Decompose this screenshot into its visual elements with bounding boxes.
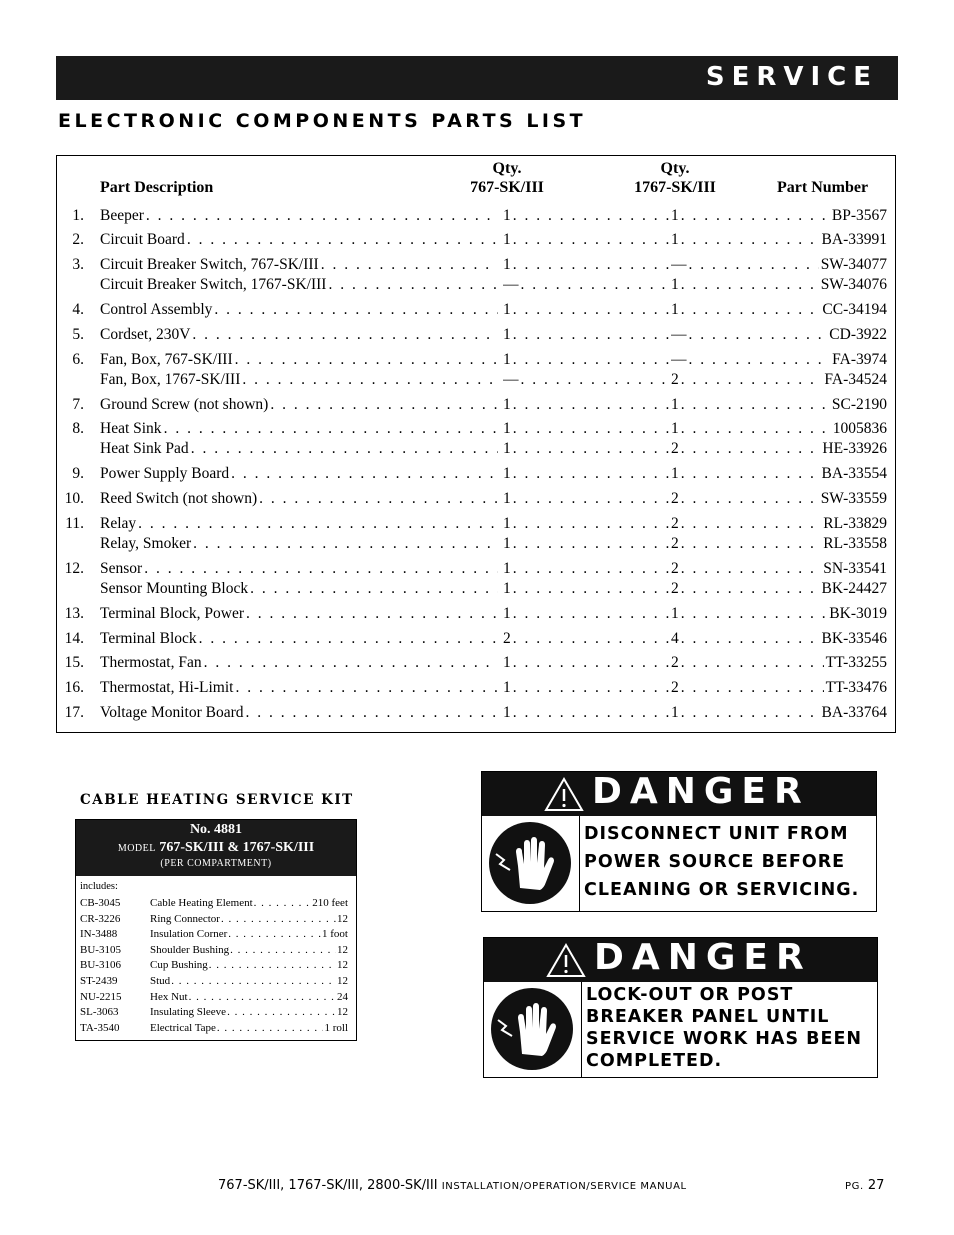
kit-item-row [76, 912, 356, 927]
row-description: Circuit Breaker Switch, 1767-SK/III . . . [100, 275, 500, 295]
row-qty-1767: — . . . FA-3974 [671, 350, 887, 370]
row-qty-1767: 2 . . . BK-24427 [671, 579, 887, 599]
row-part-number: TT-33255 [825, 654, 887, 671]
kit-item-row [76, 927, 356, 942]
kit-includes-label: includes: [80, 881, 118, 892]
row-description: Ground Screw (not shown) . . . [100, 395, 500, 415]
row-qty-767: 1 . . . [503, 653, 673, 673]
row-description: Sensor . . . [100, 559, 500, 579]
header-bar [56, 56, 898, 100]
row-qty-767: 1 . . . [503, 419, 673, 439]
header-title: SERVICE [705, 62, 878, 92]
icon-cell [484, 982, 582, 1077]
danger-word: DANGER [592, 771, 810, 812]
kit-item-detail: Cup Bushing . . . 12 [150, 958, 348, 973]
row-qty-767: 1 . . . [503, 534, 673, 554]
kit-item-row [76, 1021, 356, 1036]
kit-item-code: CB-3045 [80, 897, 121, 909]
table-row [57, 629, 897, 649]
row-part-number: BK-24427 [821, 580, 887, 597]
kit-item-detail: Insulating Sleeve . . . 12 [150, 1005, 348, 1020]
kit-item-row [76, 974, 356, 989]
electric-shock-hand-icon [484, 982, 581, 1077]
danger-message-line2: POWER SOURCE BEFORE [584, 852, 846, 872]
row-number: 10. [64, 490, 84, 507]
kit-item-row [76, 943, 356, 958]
table-row [57, 230, 897, 250]
row-part-number: SC-2190 [831, 396, 887, 413]
kit-item-row [76, 958, 356, 973]
row-part-number: SW-33559 [820, 490, 887, 507]
row-qty-1767: 1 . . . CC-34194 [671, 300, 887, 320]
row-number: 17. [64, 704, 84, 721]
row-qty-767: 1 . . . [503, 464, 673, 484]
kit-item-code: BU-3105 [80, 943, 121, 956]
row-description: Control Assembly . . . [100, 300, 500, 320]
row-part-number: CD-3922 [829, 326, 887, 343]
row-qty-767: — . . . [503, 275, 673, 295]
col-header-qty2: Qty. 1767-SK/III [634, 160, 716, 196]
col-header-qty1: Qty. 767-SK/III [470, 160, 544, 196]
row-part-number: BA-33554 [821, 465, 887, 482]
table-row [57, 464, 897, 484]
table-row [57, 275, 897, 295]
row-part-number: TT-33476 [825, 679, 887, 696]
row-qty-767: 1 . . . [503, 579, 673, 599]
row-qty-767: 1 . . . [503, 255, 673, 275]
row-description: Beeper . . . [100, 206, 500, 226]
table-row [57, 678, 897, 698]
danger-banner [484, 938, 877, 982]
row-part-number: BA-33764 [821, 704, 887, 721]
warning-triangle-icon [544, 776, 584, 812]
table-row [57, 534, 897, 554]
row-description: Voltage Monitor Board . . . [100, 703, 500, 723]
row-qty-1767: 1 . . . BP-3567 [671, 206, 887, 226]
kit-item-code: TA-3540 [80, 1021, 120, 1034]
electric-shock-hand-icon [482, 816, 579, 911]
kit-title: CABLE HEATING SERVICE KIT [80, 792, 354, 808]
table-row [57, 350, 897, 370]
row-qty-1767: 1 . . . SC-2190 [671, 395, 887, 415]
row-qty-767: 1 . . . [503, 206, 673, 226]
row-qty-1767: 2 . . . SW-33559 [671, 489, 887, 509]
table-row [57, 419, 897, 439]
row-number: 3. [72, 256, 84, 273]
danger-word: DANGER [594, 937, 812, 978]
row-qty-767: 1 . . . [503, 514, 673, 534]
row-qty-767: 1 . . . [503, 559, 673, 579]
row-qty-767: 1 . . . [503, 230, 673, 250]
row-qty-1767: 2 . . . HE-33926 [671, 439, 887, 459]
kit-item-code: BU-3106 [80, 959, 121, 972]
kit-item-row [76, 990, 356, 1005]
table-row [57, 489, 897, 509]
row-number: 7. [72, 396, 84, 413]
row-description: Heat Sink Pad . . . [100, 439, 500, 459]
table-row [57, 325, 897, 345]
row-qty-1767: 1 . . . SW-34076 [671, 275, 887, 295]
row-qty-1767: 2 . . . RL-33829 [671, 514, 887, 534]
table-row [57, 395, 897, 415]
table-row [57, 579, 897, 599]
table-row [57, 604, 897, 624]
row-qty-767: 1 . . . [503, 300, 673, 320]
table-row [57, 300, 897, 320]
row-qty-767: 1 . . . [503, 604, 673, 624]
parts-list-table [56, 155, 896, 733]
warning-triangle-icon [546, 942, 586, 978]
row-qty-767: — . . . [503, 370, 673, 390]
row-part-number: HE-33926 [822, 440, 887, 457]
row-part-number: RL-33558 [823, 535, 887, 552]
row-description: Thermostat, Fan . . . [100, 653, 500, 673]
row-qty-1767: 2 . . . RL-33558 [671, 534, 887, 554]
section-title: ELECTRONIC COMPONENTS PARTS LIST [58, 110, 587, 132]
kit-item-detail: Insulation Corner . . . 1 foot [150, 927, 348, 942]
row-number: 16. [64, 679, 84, 696]
row-part-number: 1005836 [832, 420, 887, 437]
table-row [57, 514, 897, 534]
row-part-number: BK-3019 [829, 605, 887, 622]
row-qty-1767: — . . . SW-34077 [671, 255, 887, 275]
kit-item-detail: Cable Heating Element . . . 210 feet [150, 896, 348, 911]
row-part-number: RL-33829 [823, 515, 887, 532]
row-part-number: SN-33541 [823, 560, 887, 577]
row-qty-1767: 1 . . . BA-33554 [671, 464, 887, 484]
row-description: Relay . . . [100, 514, 500, 534]
page-number: PG. 27 [845, 1178, 885, 1193]
kit-number: No. 4881 [189, 822, 243, 837]
kit-item-code: CR-3226 [80, 912, 121, 925]
row-part-number: SW-34076 [820, 276, 887, 293]
kit-item-code: ST-2439 [80, 975, 118, 987]
row-qty-1767: 2 . . . FA-34524 [671, 370, 887, 390]
kit-item-detail: Electrical Tape . . . 1 roll [150, 1021, 348, 1036]
row-part-number: SW-34077 [820, 256, 887, 273]
danger-message-line1: LOCK-OUT OR POST [586, 985, 794, 1005]
row-qty-767: 1 . . . [503, 439, 673, 459]
row-qty-1767: 1 . . . BA-33991 [671, 230, 887, 250]
row-part-number: BA-33991 [821, 231, 887, 248]
kit-box [75, 819, 357, 1041]
icon-cell [482, 816, 580, 911]
row-description: Circuit Breaker Switch, 767-SK/III . . . [100, 255, 500, 275]
row-description: Terminal Block, Power . . . [100, 604, 500, 624]
row-number: 8. [72, 420, 84, 437]
danger-sign-lockout [483, 937, 878, 1078]
kit-item-detail: Hex Nut . . . 24 [150, 990, 348, 1005]
kit-item-code: IN-3488 [80, 928, 118, 941]
table-row [57, 559, 897, 579]
table-row [57, 439, 897, 459]
row-qty-767: 1 . . . [503, 489, 673, 509]
kit-item-row [76, 1005, 356, 1020]
danger-message-line2: BREAKER PANEL UNTIL [586, 1007, 830, 1027]
danger-banner [482, 772, 876, 816]
row-number: 1. [72, 207, 84, 224]
row-number: 5. [72, 326, 84, 343]
row-qty-1767: 2 . . . TT-33476 [671, 678, 887, 698]
row-qty-1767: 1 . . . BA-33764 [671, 703, 887, 723]
row-qty-1767: 2 . . . TT-33255 [671, 653, 887, 673]
row-number: 11. [65, 515, 84, 532]
row-number: 15. [64, 654, 84, 671]
row-description: Power Supply Board . . . [100, 464, 500, 484]
kit-model: MODEL 767-SK/III & 1767-SK/III [117, 840, 315, 855]
row-description: Cordset, 230V . . . [100, 325, 500, 345]
kit-item-code: SL-3063 [80, 1006, 119, 1019]
kit-item-code: NU-2215 [80, 990, 122, 1003]
table-row [57, 703, 897, 723]
row-qty-767: 1 . . . [503, 678, 673, 698]
row-description: Terminal Block . . . [100, 629, 500, 649]
table-row [57, 653, 897, 673]
row-description: Sensor Mounting Block . . . [100, 579, 500, 599]
row-description: Relay, Smoker . . . [100, 534, 500, 554]
row-qty-1767: — . . . CD-3922 [671, 325, 887, 345]
footer-manual-title: 767-SK/III, 1767-SK/III, 2800-SK/III INSTALLATION/OPERATION/SERVICE MANUAL [218, 1178, 687, 1193]
row-number: 2. [72, 231, 84, 248]
table-row [57, 255, 897, 275]
row-description: Fan, Box, 1767-SK/III . . . [100, 370, 500, 390]
danger-sign-disconnect [481, 771, 877, 912]
row-number: 6. [72, 351, 84, 368]
row-number: 14. [64, 630, 84, 647]
row-part-number: FA-3974 [832, 351, 887, 368]
danger-message-line3: SERVICE WORK HAS BEEN [586, 1029, 863, 1049]
row-description: Fan, Box, 767-SK/III . . . [100, 350, 500, 370]
row-number: 4. [72, 301, 84, 318]
row-description: Thermostat, Hi-Limit . . . [100, 678, 500, 698]
row-qty-1767: 1 . . . 1005836 [671, 419, 887, 439]
danger-message-line1: DISCONNECT UNIT FROM [584, 824, 849, 844]
row-part-number: BP-3567 [831, 207, 887, 224]
row-number: 13. [64, 605, 84, 622]
col-header-description: Part Description [100, 179, 214, 196]
danger-message-line3: CLEANING OR SERVICING. [584, 880, 860, 900]
kit-item-detail: Stud . . . 12 [150, 974, 348, 989]
row-description: Reed Switch (not shown) . . . [100, 489, 500, 509]
row-qty-1767: 2 . . . SN-33541 [671, 559, 887, 579]
kit-header [76, 820, 356, 876]
kit-item-detail: Shoulder Bushing . . . 12 [150, 943, 348, 958]
row-description: Circuit Board . . . [100, 230, 500, 250]
row-number: 12. [64, 560, 84, 577]
danger-message-line4: COMPLETED. [586, 1051, 723, 1071]
row-part-number: FA-34524 [824, 371, 887, 388]
row-part-number: BK-33546 [821, 630, 887, 647]
row-qty-767: 1 . . . [503, 703, 673, 723]
kit-item-detail: Ring Connector . . . 12 [150, 912, 348, 927]
row-qty-767: 2 . . . [503, 629, 673, 649]
row-description: Heat Sink . . . [100, 419, 500, 439]
row-qty-767: 1 . . . [503, 395, 673, 415]
kit-per: (PER COMPARTMENT) [160, 858, 272, 869]
row-qty-1767: 1 . . . BK-3019 [671, 604, 887, 624]
col-header-part-number: Part Number [777, 179, 869, 196]
table-row [57, 206, 897, 226]
row-qty-767: 1 . . . [503, 350, 673, 370]
row-part-number: CC-34194 [822, 301, 887, 318]
row-qty-1767: 4 . . . BK-33546 [671, 629, 887, 649]
row-qty-767: 1 . . . [503, 325, 673, 345]
kit-item-row [76, 896, 356, 911]
row-number: 9. [72, 465, 84, 482]
table-row [57, 370, 897, 390]
